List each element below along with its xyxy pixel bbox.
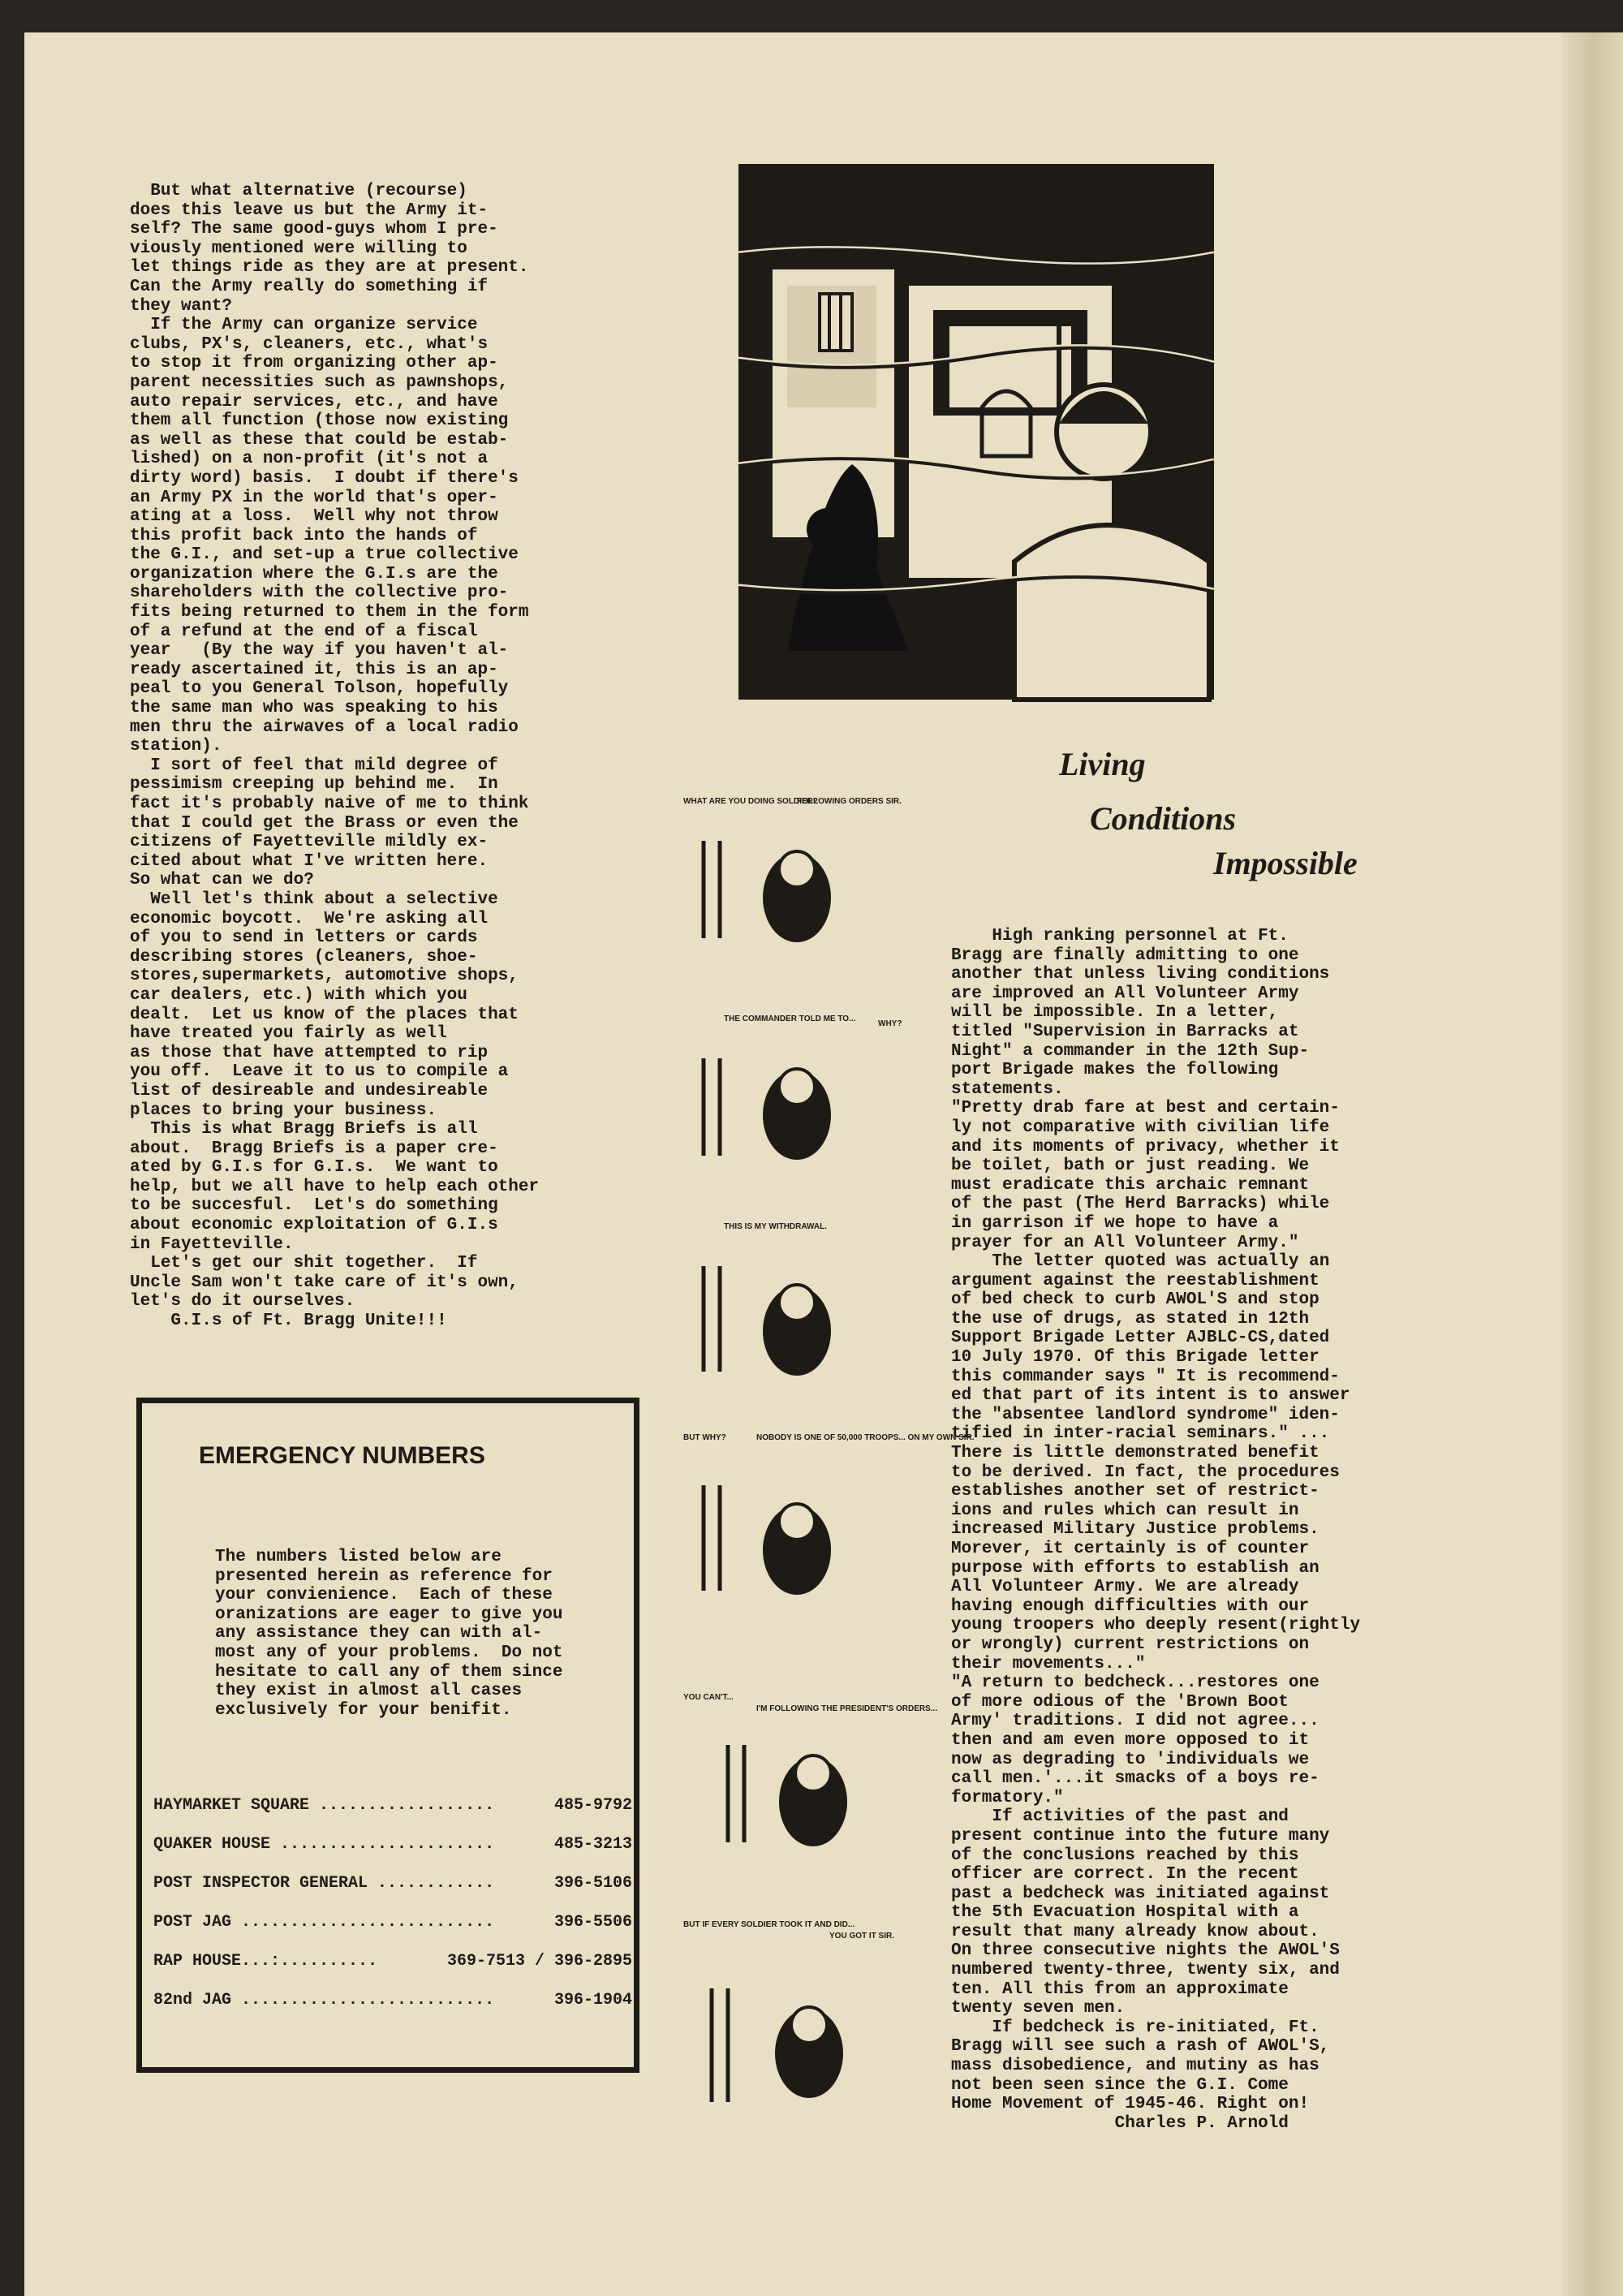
emergency-entry <box>153 1796 632 1820</box>
article-text-line: If activities of the past and <box>951 1807 1289 1827</box>
article-text-line: High ranking personnel at Ft. <box>951 927 1289 946</box>
article-text-line: Bragg will see such a rash of AWOL'S, <box>951 2037 1330 2057</box>
article-text-line: 10 July 1970. Of this Brigade letter <box>951 1348 1319 1368</box>
emergency-numbers-box <box>136 1398 639 2073</box>
article-text-line: the same man who was speaking to his <box>130 699 498 718</box>
article-text-line: the "absentee landlord syndrome" iden- <box>951 1405 1340 1424</box>
comic-panel <box>675 1010 919 1172</box>
article-text-line: ions and rules which can result in <box>951 1501 1299 1520</box>
article-text-line: of bed check to curb AWOL'S and stop <box>951 1290 1319 1310</box>
article-text-line: to stop it from organizing other ap- <box>130 354 498 373</box>
emergency-entry-number: 396-5106 <box>553 1874 632 1893</box>
article-text-line: increased Military Justice problems. <box>951 1520 1319 1540</box>
article-left-column <box>130 182 617 1331</box>
article-text-line: then and am even more opposed to it <box>951 1730 1310 1750</box>
article-text-line: Let's get our shit together. If <box>130 1254 478 1273</box>
article-text-line: the G.I., and set-up a true collective <box>130 545 519 565</box>
article-title-line-1: Living <box>1059 746 1146 782</box>
article-text-line: help, but we all have to help each other <box>130 1177 540 1196</box>
article-title-line-3: Impossible <box>1213 845 1358 881</box>
article-text-line: economic boycott. We're asking all <box>130 909 489 928</box>
article-text-line: car dealers, etc.) with which you <box>130 985 467 1005</box>
article-text-line: past a bedcheck was initiated against <box>951 1884 1330 1903</box>
emergency-intro-line: The numbers listed below are <box>215 1548 502 1566</box>
comic-bubble-text: I'M FOLLOWING THE PRESIDENT'S ORDERS... <box>756 1704 938 1713</box>
article-text-line: station). <box>130 737 222 756</box>
article-text-line: statements. <box>951 1079 1064 1099</box>
emergency-entry-number: 485-9792 <box>553 1796 632 1815</box>
emergency-entry-label: RAP HOUSE...:.......... <box>153 1952 378 1971</box>
article-text-line: fits being returned to them in the form <box>130 603 529 622</box>
article-text-line: ed that part of its intent is to answer <box>951 1386 1350 1406</box>
article-text-line: or wrongly) current restrictions on <box>951 1635 1310 1654</box>
comic-bubble-text: WHAT ARE YOU DOING SOLDIER? <box>683 797 818 806</box>
article-text-line: self? The same good-guys whom I pre- <box>130 220 498 239</box>
article-text-line: There is little demonstrated benefit <box>951 1444 1319 1463</box>
emergency-entry-number: 485-3213 <box>553 1835 632 1854</box>
article-text-line: result that many already know about. <box>951 1922 1319 1941</box>
article-text-line: ly not comparative with civilian life <box>951 1118 1330 1137</box>
comic-panel <box>675 1688 938 1859</box>
emergency-entry-label: POST INSPECTOR GENERAL ............ <box>153 1874 495 1893</box>
article-title-line-2: Conditions <box>1090 800 1237 837</box>
article-text-line: Night" a commander in the 12th Sup- <box>951 1041 1310 1061</box>
comic-panel <box>675 1428 975 1607</box>
article-text-line: Home Movement of 1945-46. Right on! <box>951 2095 1310 2114</box>
article-text-line: organization where the G.I.s are the <box>130 564 498 584</box>
article-text-line: stores,supermarkets, automotive shops, <box>130 967 519 986</box>
emergency-entry <box>153 1874 632 1898</box>
comic-panel <box>675 1915 919 2118</box>
article-text-line: Support Brigade Letter AJBLC-CS,dated <box>951 1329 1330 1348</box>
article-text-line: tified in inter-racial seminars." ... <box>951 1424 1330 1444</box>
article-text-line: auto repair services, etc., and have <box>130 392 498 411</box>
article-text-line: twenty seven men. <box>951 1999 1126 2018</box>
emergency-numbers-title: EMERGENCY NUMBERS <box>199 1442 485 1469</box>
article-text-line: you off. Leave it to us to compile a <box>130 1062 509 1082</box>
article-text-line: men thru the airwaves of a local radio <box>130 717 519 737</box>
emergency-entry-number: 396-5506 <box>553 1913 632 1932</box>
article-text-line: have treated you fairly as well <box>130 1024 447 1044</box>
article-text-line: their movements..." <box>951 1654 1146 1674</box>
article-text-line: shareholders with the collective pro- <box>130 584 509 603</box>
article-text-line: as well as these that could be estab- <box>130 430 509 450</box>
article-text-line: this commander says " It is recommend- <box>951 1367 1340 1386</box>
article-text-line: now as degrading to 'individuals we <box>951 1750 1310 1769</box>
article-text-line: that I could get the Brass or even the <box>130 813 519 833</box>
article-text-line: list of desireable and undesireable <box>130 1081 489 1101</box>
article-text-line: dealt. Let us know of the places that <box>130 1005 519 1024</box>
emergency-intro-line: most any of your problems. Do not <box>215 1643 563 1662</box>
article-text-line: as those that have attempted to rip <box>130 1043 489 1062</box>
article-text-line: them all function (those now existing <box>130 411 509 431</box>
article-text-line: having enough difficulties with our <box>951 1596 1310 1616</box>
article-text-line: of more odious of the 'Brown Boot <box>951 1692 1289 1712</box>
article-text-line: pessimism creeping up behind me. In <box>130 775 498 795</box>
article-text-line: Can the Army really do something if <box>130 277 489 296</box>
article-text-line: another that unless living conditions <box>951 965 1330 984</box>
article-text-line: the use of drugs, as stated in 12th <box>951 1309 1310 1329</box>
article-text-line: year (By the way if you haven't al- <box>130 641 509 661</box>
article-text-line: If the Army can organize service <box>130 316 478 335</box>
article-text-line: ready ascertained it, this is an ap- <box>130 660 498 679</box>
article-text-line: lished) on a non-profit (it's not a <box>130 450 489 469</box>
article-text-line: to be succesful. Let's do something <box>130 1196 498 1216</box>
article-text-line: parent necessities such as pawnshops, <box>130 373 509 392</box>
article-text-line: ated by G.I.s for G.I.s. We want to <box>130 1158 498 1178</box>
article-text-line: places to bring your business. <box>130 1101 437 1120</box>
article-text-line: of you to send in letters or cards <box>130 928 478 948</box>
article-text-line: Well let's think about a selective <box>130 890 498 909</box>
emergency-intro-line: hesitate to call any of them since <box>215 1662 563 1682</box>
article-text-line: peal to you General Tolson, hopefully <box>130 679 509 699</box>
emergency-entry <box>153 1991 632 2015</box>
article-text-line: clubs, PX's, cleaners, etc., what's <box>130 334 489 354</box>
comic-bubble-text: THIS IS MY WITHDRAWAL. <box>724 1222 828 1231</box>
article-text-line: officer are correct. In the recent <box>951 1865 1299 1885</box>
article-text-line: citizens of Fayetteville mildly ex- <box>130 833 489 852</box>
article-text-line: about economic exploitation of G.I.s <box>130 1216 498 1235</box>
article-text-line: But what alternative (recourse) <box>130 182 467 200</box>
article-text-line: does this leave us but the Army it- <box>130 200 489 220</box>
emergency-entry-label: QUAKER HOUSE ...................... <box>153 1835 495 1854</box>
jail-cell-illustration <box>738 164 1214 700</box>
article-text-line: the 5th Evacuation Hospital with a <box>951 1903 1299 1923</box>
article-text-line: to be derived. In fact, the procedures <box>951 1462 1340 1482</box>
article-text-line: of a refund at the end of a fiscal <box>130 622 478 641</box>
article-text-line: This is what Bragg Briefs is all <box>130 1120 478 1139</box>
emergency-entry-number: 396-1904 <box>553 1991 632 2010</box>
article-text-line: young troopers who deeply resent(rightly <box>951 1616 1361 1635</box>
article-text-line: present continue into the future many <box>951 1826 1330 1846</box>
comic-bubble-text: YOU CAN'T... <box>683 1693 734 1702</box>
emergency-entry-label: POST JAG .......................... <box>153 1913 495 1932</box>
article-text-line: dirty word) basis. I doubt if there's <box>130 468 519 488</box>
article-text-line: Army' traditions. I did not agree... <box>951 1712 1319 1731</box>
article-text-line: "Pretty drab fare at best and certain- <box>951 1099 1340 1118</box>
emergency-entry-label: HAYMARKET SQUARE .................. <box>153 1796 495 1815</box>
article-text-line: The letter quoted was actually an <box>951 1252 1330 1272</box>
article-text-line: of the past (The Herd Barracks) while <box>951 1195 1330 1214</box>
article-text-line: an Army PX in the world that's oper- <box>130 488 498 507</box>
comic-bubble-text: NOBODY IS ONE OF 50,000 TROOPS... ON MY OWN SIR. <box>756 1433 975 1442</box>
emergency-intro-line: oranizations are eager to give you <box>215 1605 563 1624</box>
page-binding-edge <box>1562 32 1623 2296</box>
comic-bubble-text: WHY? <box>878 1019 902 1028</box>
emergency-entry-number: 369-7513 / 396-2895 <box>446 1952 632 1971</box>
comic-bubble-text: YOU GOT IT SIR. <box>829 1932 895 1941</box>
article-text-line: Charles P. Arnold <box>951 2113 1289 2133</box>
comic-bubble-text: THE COMMANDER TOLD ME TO... <box>724 1014 856 1023</box>
comic-bubble-text: BUT WHY? <box>683 1433 726 1442</box>
article-text-line: establishes another set of restrict- <box>951 1482 1319 1501</box>
article-text-line: about. Bragg Briefs is a paper cre- <box>130 1139 498 1158</box>
article-right-column <box>951 927 1470 2133</box>
article-text-line: will be impossible. In a letter, <box>951 1003 1279 1023</box>
comic-bubble-text: FOLLOWING ORDERS SIR. <box>797 797 902 806</box>
article-text-line: viously mentioned were willing to <box>130 239 467 258</box>
article-text-line: ten. All this from an approximate <box>951 1979 1289 1999</box>
article-text-line: and its moments of privacy, whether it <box>951 1137 1340 1157</box>
article-text-line: ating at a loss. Well why not throw <box>130 507 498 527</box>
comic-panel <box>675 792 919 954</box>
emergency-intro-line: exclusively for your benifit. <box>215 1700 512 1720</box>
article-text-line: are improved an All Volunteer Army <box>951 984 1299 1003</box>
emergency-entry-label: 82nd JAG .......................... <box>153 1991 495 2010</box>
article-text-line: Bragg are finally admitting to one <box>951 946 1299 965</box>
article-text-line: not been seen since the G.I. Come <box>951 2075 1289 2095</box>
article-text-line: in garrison if we hope to have a <box>951 1213 1279 1233</box>
article-text-line: port Brigade makes the following <box>951 1061 1279 1080</box>
article-text-line: Morever, it certainly is of counter <box>951 1540 1310 1558</box>
article-text-line: So what can we do? <box>130 871 314 890</box>
article-text-line: Uncle Sam won't take care of it's own, <box>130 1273 519 1292</box>
article-text-line: G.I.s of Ft. Bragg Unite!!! <box>130 1312 447 1331</box>
article-text-line: "A return to bedcheck...restores one <box>951 1674 1319 1693</box>
article-text-line: must eradicate this archaic remnant <box>951 1175 1310 1195</box>
article-text-line: be toilet, bath or just reading. We <box>951 1157 1310 1176</box>
emergency-intro-line: any assistance they can with al- <box>215 1624 543 1643</box>
emergency-intro-line: presented herein as reference for <box>215 1566 553 1586</box>
article-text-line: All Volunteer Army. We are already <box>951 1578 1299 1597</box>
emergency-numbers-intro <box>215 1548 605 1720</box>
article-text-line: this profit back into the hands of <box>130 526 478 545</box>
article-text-line: numbered twenty-three, twenty six, and <box>951 1961 1340 1980</box>
article-text-line: titled "Supervision in Barracks at <box>951 1022 1299 1041</box>
article-text-line: mass disobedience, and mutiny as has <box>951 2057 1319 2076</box>
emergency-intro-line: your convienience. Each of these <box>215 1586 553 1605</box>
article-text-line: On three consecutive nights the AWOL'S <box>951 1941 1340 1961</box>
article-text-line: let's do it ourselves. <box>130 1292 355 1312</box>
article-text-line: purpose with efforts to establish an <box>951 1558 1319 1578</box>
comic-panel <box>675 1217 919 1388</box>
emergency-entry <box>153 1913 632 1937</box>
article-text-line: describing stores (cleaners, shoe- <box>130 947 478 967</box>
emergency-entry <box>153 1952 632 1976</box>
emergency-intro-line: they exist in almost all cases <box>215 1682 523 1701</box>
article-text-line: argument against the reestablishment <box>951 1271 1319 1290</box>
article-text-line: cited about what I've written here. <box>130 851 489 871</box>
article-text-line: fact it's probably naive of me to think <box>130 795 529 813</box>
article-text-line: call men.'...it smacks of a boys re- <box>951 1769 1319 1789</box>
article-text-line: If bedcheck is re-initiated, Ft. <box>951 2018 1319 2037</box>
article-text-line: they want? <box>130 296 233 316</box>
comic-bubble-text: BUT IF EVERY SOLDIER TOOK IT AND DID... <box>683 1920 855 1929</box>
article-text-line: of the conclusions reached by this <box>951 1846 1299 1865</box>
article-text-line: prayer for an All Volunteer Army." <box>951 1233 1299 1252</box>
article-text-line: in Fayetteville. <box>130 1234 294 1254</box>
article-text-line: I sort of feel that mild degree of <box>130 756 498 775</box>
article-text-line: formatory." <box>951 1788 1064 1807</box>
article-text-line: let things ride as they are at present. <box>130 258 529 278</box>
emergency-entry <box>153 1835 632 1859</box>
